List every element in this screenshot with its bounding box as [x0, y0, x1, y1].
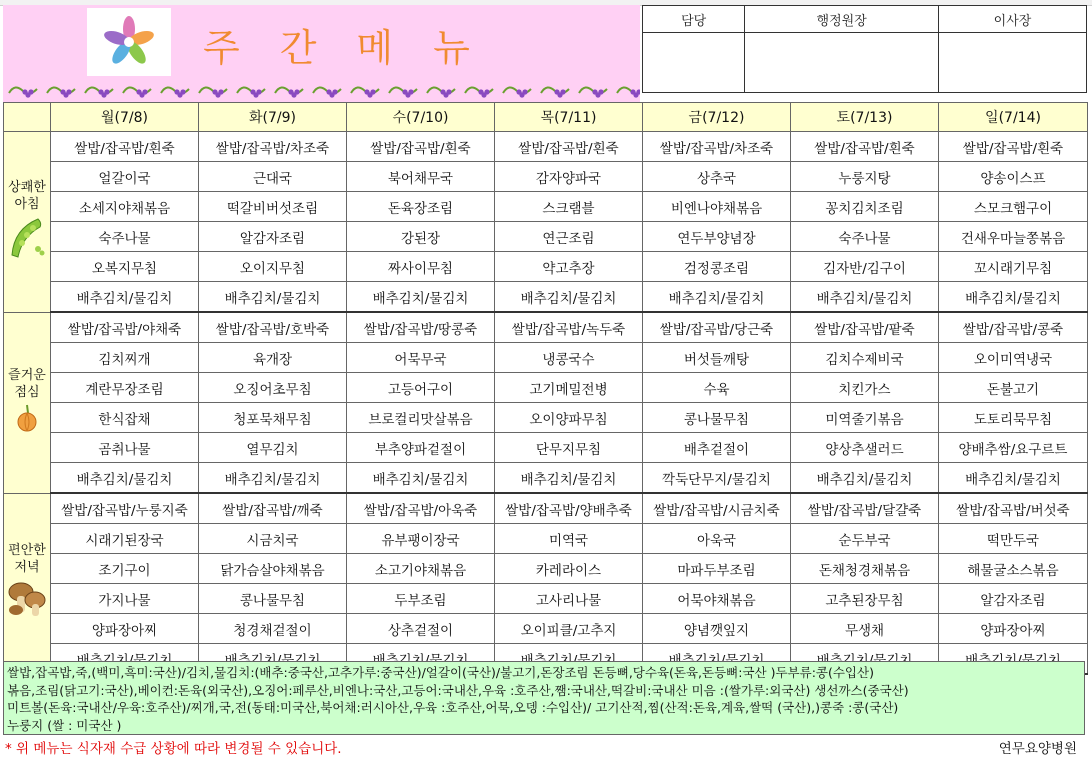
- menu-cell: 떡만두국: [939, 524, 1088, 554]
- menu-cell: 알감자조림: [199, 222, 347, 252]
- grape-vine-icon: [3, 79, 640, 101]
- menu-cell: 떡갈비버섯조림: [199, 192, 347, 222]
- menu-cell: 강된장: [347, 222, 495, 252]
- footer: [3, 735, 1087, 757]
- menu-cell: 쌀밥/잡곡밥/팥죽: [791, 312, 939, 343]
- menu-row: [4, 282, 1088, 313]
- menu-cell: 배추김치/물김치: [347, 463, 495, 494]
- menu-cell: 유부팽이장국: [347, 524, 495, 554]
- menu-row: [4, 192, 1088, 222]
- menu-cell: 쌀밥/잡곡밥/차조죽: [643, 132, 791, 162]
- menu-cell: 깍둑단무지/물김치: [643, 463, 791, 494]
- meal-label-text: 상쾌한 아침: [8, 180, 46, 213]
- menu-cell: 어묵무국: [347, 343, 495, 373]
- hospital-name: 연무요양병원: [998, 741, 1077, 757]
- menu-cell: 검정콩조림: [643, 252, 791, 282]
- pea-pod-icon: [4, 215, 50, 264]
- menu-cell: 양파장아찌: [51, 614, 199, 644]
- menu-cell: 쌀밥/잡곡밥/호박죽: [199, 312, 347, 343]
- menu-cell: 연근조림: [495, 222, 643, 252]
- menu-cell: 고등어구이: [347, 373, 495, 403]
- origin-line: 누룽지 (쌀 : 미국산 ): [7, 717, 122, 733]
- menu-cell: 쌀밥/잡곡밥/차조죽: [199, 132, 347, 162]
- menu-cell: 소고기야채볶음: [347, 554, 495, 584]
- approval-sign-staff: [643, 33, 745, 93]
- menu-row: [4, 403, 1088, 433]
- menu-cell: 곰취나물: [51, 433, 199, 463]
- approval-header-chairman: 이사장: [938, 6, 1086, 33]
- menu-cell: 두부조림: [347, 584, 495, 614]
- menu-cell: 양송이스프: [939, 162, 1088, 192]
- menu-row: [4, 312, 1088, 343]
- menu-cell: 쌀밥/잡곡밥/땅콩죽: [347, 312, 495, 343]
- menu-cell: 조기구이: [51, 554, 199, 584]
- menu-cell: 아욱국: [643, 524, 791, 554]
- menu-cell: 오복지무침: [51, 252, 199, 282]
- menu-cell: 꽁치김치조림: [791, 192, 939, 222]
- menu-cell: 북어채무국: [347, 162, 495, 192]
- menu-cell: 한식잡채: [51, 403, 199, 433]
- menu-cell: 건새우마늘쫑볶음: [939, 222, 1088, 252]
- menu-cell: 돈불고기: [939, 373, 1088, 403]
- menu-cell: 김자반/김구이: [791, 252, 939, 282]
- origin-line: 볶음,조림(닭고기:국산),베이컨:돈육(외국산),오징어:페루산,비엔나:국산,고등어:국내산,우육 :호주산,쨈:국내산,떡갈비:국내산 미음 :(쌀가루:외국산) 생선까스(중국산): [7, 682, 909, 698]
- menu-cell: 육개장: [199, 343, 347, 373]
- approval-sign-director: [745, 33, 939, 93]
- menu-cell: 오이피클/고추지: [495, 614, 643, 644]
- menu-row: [4, 524, 1088, 554]
- menu-cell: 쌀밥/잡곡밥/흰죽: [495, 132, 643, 162]
- menu-cell: 양상추샐러드: [791, 433, 939, 463]
- menu-header: [3, 5, 640, 102]
- hospital-logo-icon: [87, 8, 171, 76]
- menu-row: [4, 222, 1088, 252]
- menu-row: [4, 614, 1088, 644]
- menu-cell: 오이지무침: [199, 252, 347, 282]
- menu-cell: 미역줄기볶음: [791, 403, 939, 433]
- menu-cell: 쌀밥/잡곡밥/깨죽: [199, 493, 347, 524]
- origin-info: [3, 661, 1085, 735]
- menu-cell: 스크램블: [495, 192, 643, 222]
- menu-cell: 배추김치/물김치: [791, 463, 939, 494]
- menu-cell: 쌀밥/잡곡밥/콩죽: [939, 312, 1088, 343]
- menu-cell: 배추겉절이: [643, 433, 791, 463]
- menu-cell: 약고추장: [495, 252, 643, 282]
- page-title: 주간메뉴: [203, 26, 510, 70]
- menu-cell: 짜사이무침: [347, 252, 495, 282]
- menu-cell: 콩나물무침: [199, 584, 347, 614]
- menu-row: [4, 162, 1088, 192]
- menu-cell: 김치찌개: [51, 343, 199, 373]
- day-header: 수(7/10): [347, 103, 495, 132]
- menu-cell: 수육: [643, 373, 791, 403]
- menu-cell: 마파두부조림: [643, 554, 791, 584]
- menu-cell: 청포묵채무침: [199, 403, 347, 433]
- menu-cell: 냉콩국수: [495, 343, 643, 373]
- menu-cell: 누룽지탕: [791, 162, 939, 192]
- menu-cell: 감자양파국: [495, 162, 643, 192]
- menu-cell: 배추김치/물김치: [495, 282, 643, 313]
- meal-label: [4, 132, 51, 313]
- menu-cell: 브로컬리맛살볶음: [347, 403, 495, 433]
- corner-cell: [4, 103, 51, 132]
- menu-cell: 시래기된장국: [51, 524, 199, 554]
- menu-row: [4, 584, 1088, 614]
- menu-cell: 양배추쌈/요구르트: [939, 433, 1088, 463]
- meal-label-text: 편안한 저녁: [8, 543, 46, 575]
- menu-cell: 미역국: [495, 524, 643, 554]
- menu-cell: 어묵야채볶음: [643, 584, 791, 614]
- menu-cell: 연두부양념장: [643, 222, 791, 252]
- menu-cell: 배추김치/물김치: [51, 282, 199, 313]
- menu-cell: 순두부국: [791, 524, 939, 554]
- weekly-menu-table: [3, 102, 1088, 675]
- day-header-row: [4, 103, 1088, 132]
- menu-cell: 쌀밥/잡곡밥/시금치죽: [643, 493, 791, 524]
- menu-cell: 비엔나야채볶음: [643, 192, 791, 222]
- menu-cell: 시금치국: [199, 524, 347, 554]
- menu-cell: 고사리나물: [495, 584, 643, 614]
- menu-cell: 쌀밥/잡곡밥/누룽지죽: [51, 493, 199, 524]
- menu-cell: 꼬시래기무침: [939, 252, 1088, 282]
- mushroom-icon: [4, 578, 50, 625]
- approval-header-staff: 담당: [643, 6, 745, 33]
- menu-cell: 계란무장조림: [51, 373, 199, 403]
- menu-cell: 소세지야채볶음: [51, 192, 199, 222]
- day-header: 화(7/9): [199, 103, 347, 132]
- menu-cell: 고추된장무침: [791, 584, 939, 614]
- menu-cell: 쌀밥/잡곡밥/흰죽: [939, 132, 1088, 162]
- menu-cell: 돈채청경채볶음: [791, 554, 939, 584]
- origin-line: 쌀밥,잡곡밥,죽,(백미,흑미:국산)/김치,물김치:(배추:중국산,고추가루:중국산)/얼갈이(국산)/불고기,돈장조림 돈등뼈,당수육(돈육,돈등뼈:국산 )두부류:콩(수입산): [7, 665, 874, 680]
- menu-row: [4, 463, 1088, 494]
- menu-cell: 숙주나물: [51, 222, 199, 252]
- day-header: 금(7/12): [643, 103, 791, 132]
- approval-box: [642, 5, 1087, 93]
- meal-label: [4, 312, 51, 493]
- menu-cell: 치킨가스: [791, 373, 939, 403]
- menu-cell: 배추김치/물김치: [51, 463, 199, 494]
- menu-cell: 고기메밀전병: [495, 373, 643, 403]
- menu-cell: 오징어초무침: [199, 373, 347, 403]
- day-header: 목(7/11): [495, 103, 643, 132]
- menu-cell: 쌀밥/잡곡밥/당근죽: [643, 312, 791, 343]
- change-notice: * 위 메뉴는 식자재 수급 상황에 따라 변경될 수 있습니다.: [5, 741, 342, 757]
- menu-cell: 쌀밥/잡곡밥/녹두죽: [495, 312, 643, 343]
- menu-cell: 얼갈이국: [51, 162, 199, 192]
- menu-cell: 청경채겉절이: [199, 614, 347, 644]
- menu-cell: 배추김치/물김치: [939, 282, 1088, 313]
- menu-cell: 열무김치: [199, 433, 347, 463]
- menu-cell: 버섯들깨탕: [643, 343, 791, 373]
- menu-cell: 배추김치/물김치: [495, 463, 643, 494]
- menu-cell: 배추김치/물김치: [939, 463, 1088, 494]
- menu-cell: 근대국: [199, 162, 347, 192]
- menu-row: [4, 252, 1088, 282]
- menu-cell: 김치수제비국: [791, 343, 939, 373]
- approval-sign-chairman: [938, 33, 1086, 93]
- menu-cell: 가지나물: [51, 584, 199, 614]
- meal-label: [4, 493, 51, 674]
- menu-cell: 무생채: [791, 614, 939, 644]
- menu-cell: 쌀밥/잡곡밥/흰죽: [791, 132, 939, 162]
- menu-cell: 양파장아찌: [939, 614, 1088, 644]
- menu-cell: 배추김치/물김치: [199, 463, 347, 494]
- menu-cell: 해물굴소스볶음: [939, 554, 1088, 584]
- menu-cell: 단무지무침: [495, 433, 643, 463]
- day-header: 일(7/14): [939, 103, 1088, 132]
- menu-cell: 카레라이스: [495, 554, 643, 584]
- menu-cell: 쌀밥/잡곡밥/흰죽: [347, 132, 495, 162]
- menu-cell: 오이양파무침: [495, 403, 643, 433]
- origin-line: 미트볼(돈육:국내산/우육:호주산)/찌개,국,전(동태:미국산,북어채:러시아산,우육 :호주산,어묵,오뎅 :수입산)/ 고기산적,찜(산적:돈육,계육,쌀떡 (국산),)콩죽 :콩(국산): [7, 700, 899, 715]
- menu-cell: 도토리묵무침: [939, 403, 1088, 433]
- menu-cell: 쌀밥/잡곡밥/야채죽: [51, 312, 199, 343]
- menu-cell: 닭가슴살야채볶음: [199, 554, 347, 584]
- menu-cell: 상추국: [643, 162, 791, 192]
- menu-cell: 쌀밥/잡곡밥/버섯죽: [939, 493, 1088, 524]
- menu-cell: 쌀밥/잡곡밥/흰죽: [51, 132, 199, 162]
- menu-cell: 부추양파겉절이: [347, 433, 495, 463]
- menu-cell: 배추김치/물김치: [347, 282, 495, 313]
- menu-row: [4, 554, 1088, 584]
- menu-cell: 배추김치/물김치: [199, 282, 347, 313]
- menu-cell: 쌀밥/잡곡밥/아욱죽: [347, 493, 495, 524]
- menu-row: [4, 343, 1088, 373]
- menu-cell: 배추김치/물김치: [791, 282, 939, 313]
- menu-cell: 알감자조림: [939, 584, 1088, 614]
- menu-cell: 돈육장조림: [347, 192, 495, 222]
- menu-cell: 콩나물무침: [643, 403, 791, 433]
- approval-header-director: 행정원장: [745, 6, 939, 33]
- menu-cell: 양념깻잎지: [643, 614, 791, 644]
- menu-cell: 오이미역냉국: [939, 343, 1088, 373]
- day-header: 토(7/13): [791, 103, 939, 132]
- menu-cell: 상추겉절이: [347, 614, 495, 644]
- menu-cell: 쌀밥/잡곡밥/달걀죽: [791, 493, 939, 524]
- menu-row: [4, 373, 1088, 403]
- day-header: 월(7/8): [51, 103, 199, 132]
- meal-label-text: 즐거운 점심: [8, 368, 46, 400]
- onion-icon: [4, 403, 50, 438]
- menu-row: [4, 493, 1088, 524]
- menu-cell: 스모크햄구이: [939, 192, 1088, 222]
- menu-cell: 쌀밥/잡곡밥/양배추죽: [495, 493, 643, 524]
- menu-row: [4, 433, 1088, 463]
- menu-row: [4, 132, 1088, 162]
- menu-cell: 배추김치/물김치: [643, 282, 791, 313]
- menu-cell: 숙주나물: [791, 222, 939, 252]
